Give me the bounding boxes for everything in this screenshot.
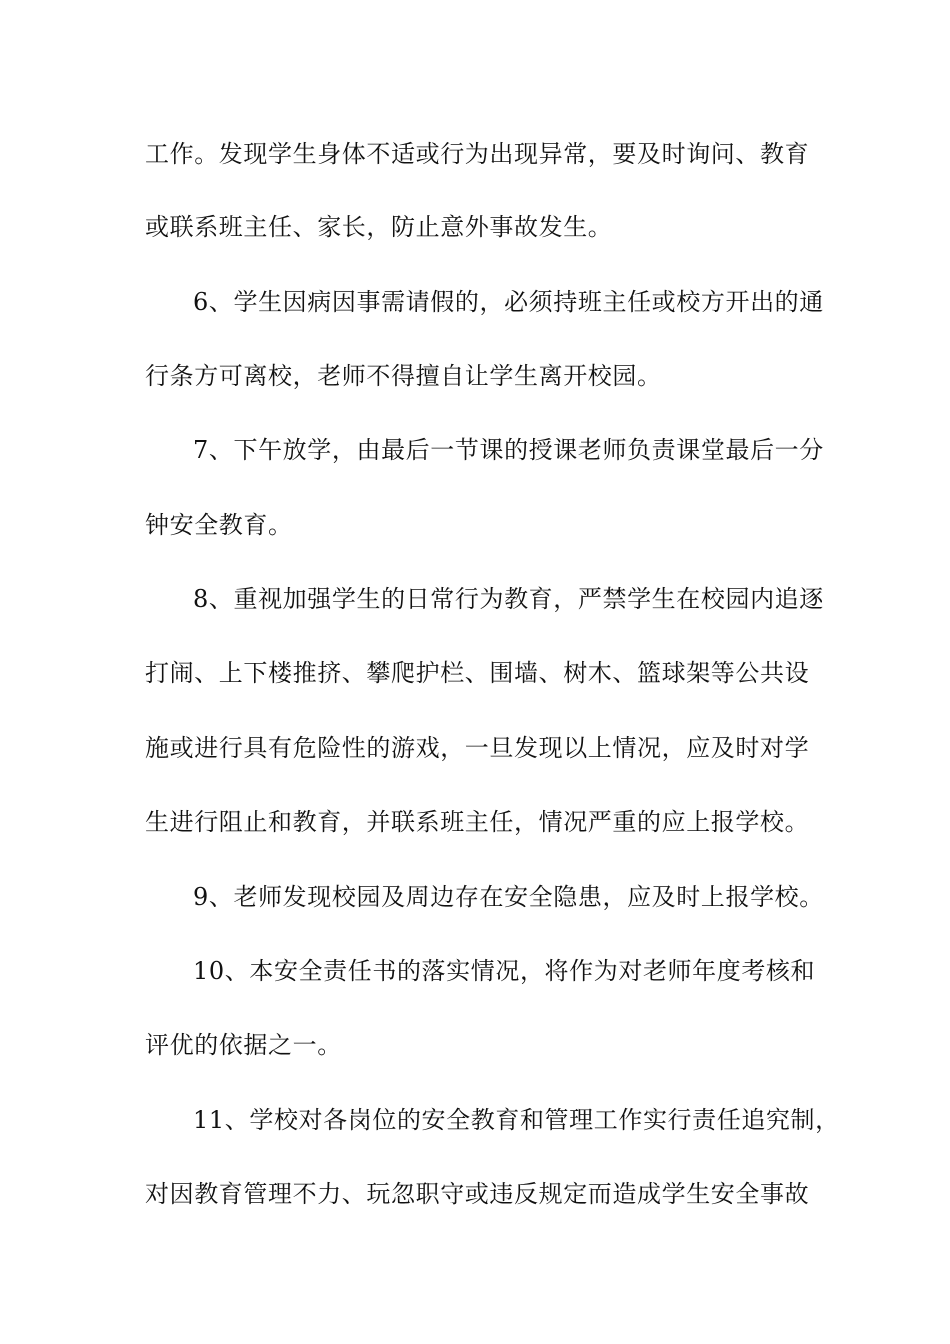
text-line: 打闹、上下楼推挤、攀爬护栏、围墙、树木、篮球架等公共设 — [145, 659, 810, 687]
paragraph-start-7: 7、下午放学，由最后一节课的授课老师负责课堂最后一分 — [193, 436, 824, 464]
text-line: 工作。发现学生身体不适或行为出现异常，要及时询问、教育 — [145, 140, 810, 168]
text-line: 施或进行具有危险性的游戏，一旦发现以上情况，应及时对学 — [145, 734, 810, 762]
text-line: 钟安全教育。 — [145, 511, 293, 539]
text-line: 或联系班主任、家长，防止意外事故发生。 — [145, 213, 613, 241]
paragraph-start-10: 10、本安全责任书的落实情况，将作为对老师年度考核和 — [193, 957, 816, 985]
paragraph-start-6: 6、学生因病因事需请假的，必须持班主任或校方开出的通 — [193, 288, 824, 316]
text-line: 生进行阻止和教育，并联系班主任，情况严重的应上报学校。 — [145, 808, 810, 836]
paragraph-start-8: 8、重视加强学生的日常行为教育，严禁学生在校园内追逐 — [193, 585, 824, 613]
text-line: 评优的依据之一。 — [145, 1031, 342, 1059]
paragraph-start-9: 9、老师发现校园及周边存在安全隐患，应及时上报学校。 — [193, 883, 824, 911]
text-line: 对因教育管理不力、玩忽职守或违反规定而造成学生安全事故 — [145, 1180, 810, 1208]
paragraph-start-11: 11、学校对各岗位的安全教育和管理工作实行责任追究制， — [193, 1106, 840, 1134]
text-line: 行条方可离校，老师不得擅自让学生离开校园。 — [145, 362, 662, 390]
